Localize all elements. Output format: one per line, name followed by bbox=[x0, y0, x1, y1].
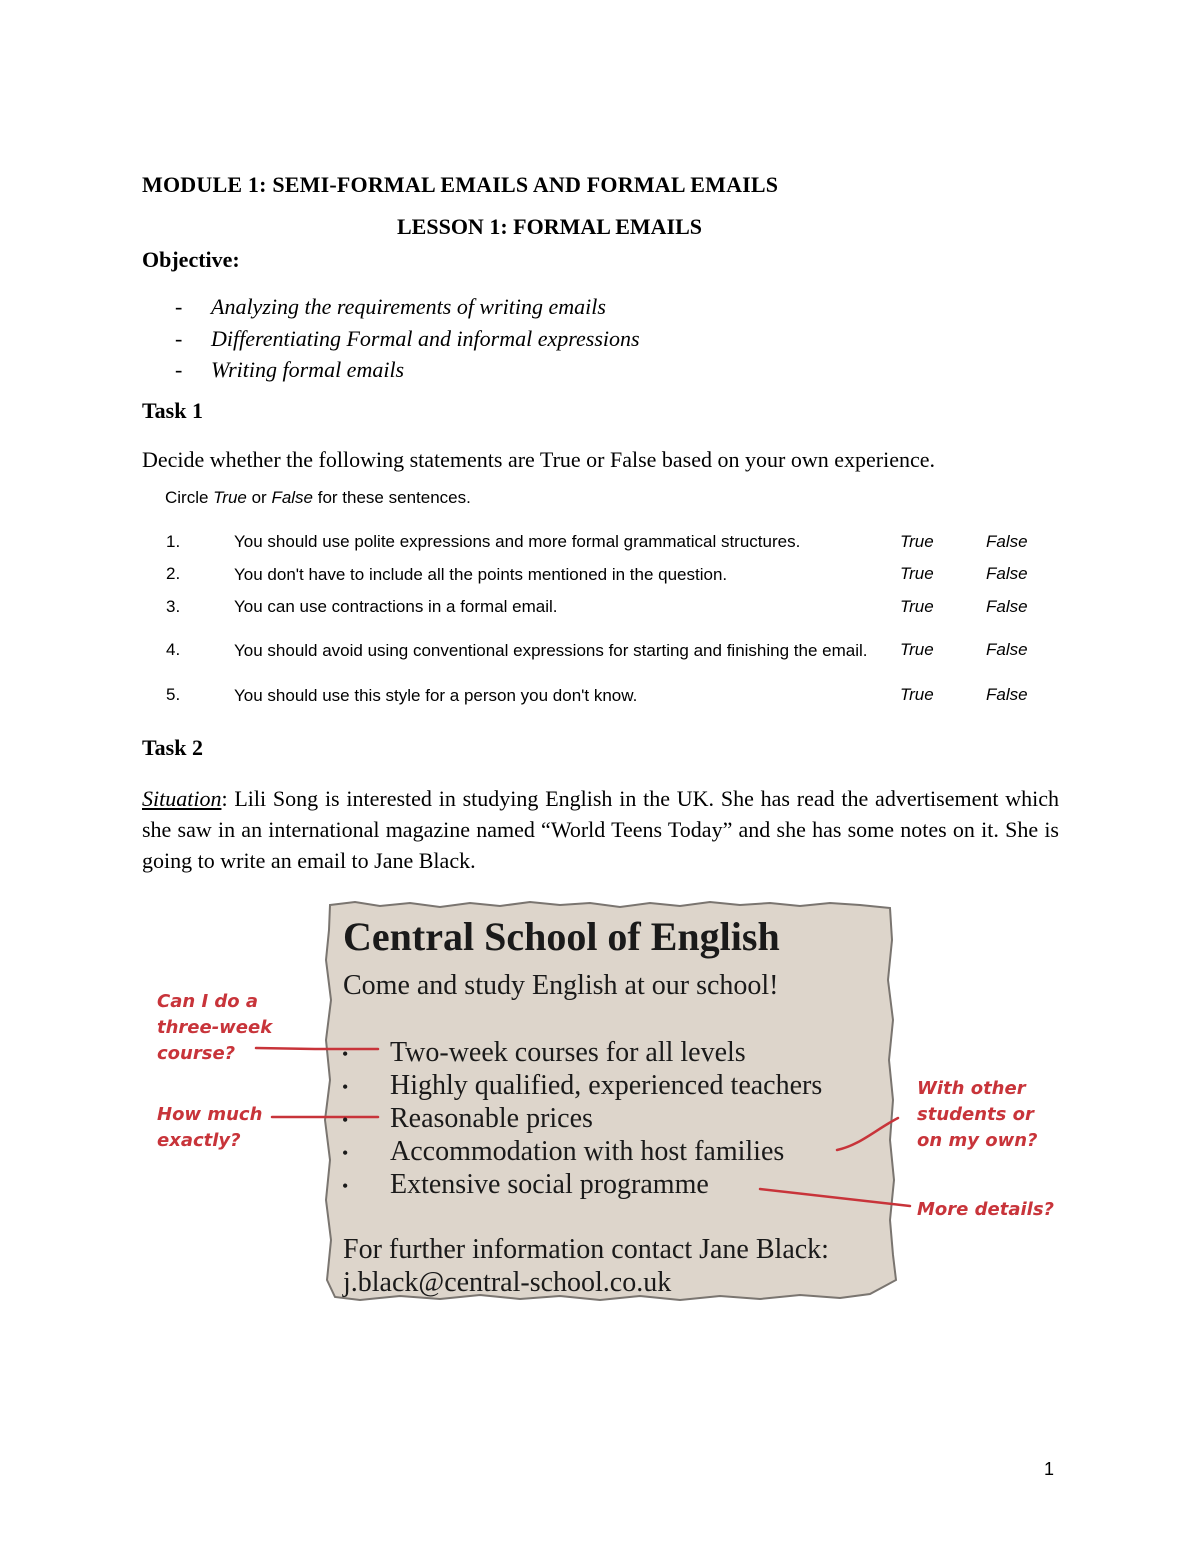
true-option[interactable]: True bbox=[900, 685, 934, 704]
note-more-details: More details? bbox=[917, 1199, 1054, 1220]
situation-paragraph: Situation: Lili Song is interested in studying English in the UK. She has read the advertisement which she saw in an international magazine named “World Teens Today” and she has some notes on it. She is going to write an email to Jane Black. bbox=[142, 786, 1059, 873]
module-title: MODULE 1: SEMI-FORMAL EMAILS AND FORMAL EMAILS bbox=[142, 172, 779, 197]
false-option[interactable]: False bbox=[986, 596, 1028, 616]
false-option[interactable]: False bbox=[986, 640, 1028, 659]
table-row: 1. You should use polite expressions and more formal grammatical structures. True False bbox=[161, 525, 1046, 558]
false-option[interactable]: False bbox=[986, 564, 1028, 583]
situation-label: Situation bbox=[142, 786, 222, 811]
statement: You should use this style for a person you don't know. bbox=[234, 685, 638, 705]
true-option[interactable]: True bbox=[900, 596, 934, 616]
advert-contact: For further information contact Jane Black: j.black@central-school.co.uk bbox=[343, 1234, 829, 1298]
statement: You should use polite expressions and more formal grammatical structures. bbox=[234, 532, 801, 551]
objective-item: - Differentiating Formal and informal expressions bbox=[175, 325, 640, 351]
circle-instruction: Circle True or False for these sentences. bbox=[165, 488, 471, 507]
contact-email: j.black@central-school.co.uk bbox=[343, 1267, 672, 1298]
false-option[interactable]: False bbox=[986, 685, 1028, 704]
true-option[interactable]: True bbox=[900, 531, 934, 551]
task2-heading: Task 2 bbox=[142, 735, 203, 760]
list-item: • Two-week courses for all levels bbox=[342, 1037, 746, 1068]
advert-feature-list bbox=[340, 1036, 822, 1201]
note-with-other-students: With other students or on my own? bbox=[917, 1078, 1038, 1151]
page-number: 1 bbox=[1044, 1459, 1055, 1479]
statement: You can use contractions in a formal email. bbox=[234, 597, 558, 616]
statement: You don't have to include all the points mentioned in the question. bbox=[234, 564, 728, 584]
table-row: 3. You can use contractions in a formal email. True False bbox=[161, 590, 1046, 623]
advert-title: Central School of English bbox=[343, 914, 780, 959]
objective-item: - Writing formal emails bbox=[175, 357, 405, 382]
advert-subtitle: Come and study English at our school! bbox=[343, 970, 779, 1001]
statement: You should avoid using conventional expressions for starting and finishing the email. bbox=[234, 640, 868, 660]
task1-heading: Task 1 bbox=[142, 398, 203, 423]
note-how-much: How much exactly? bbox=[157, 1104, 263, 1151]
table-row: 2. You don't have to include all the points mentioned in the question. True False bbox=[161, 558, 1046, 590]
table-row: 5. You should use this style for a person you don't know. True False bbox=[161, 677, 1046, 713]
lesson-title: LESSON 1: FORMAL EMAILS bbox=[397, 214, 702, 239]
objective-item: - Analyzing the requirements of writing emails bbox=[175, 294, 606, 319]
list-item: • Accommodation with host families bbox=[342, 1136, 785, 1167]
objective-heading: Objective: bbox=[142, 247, 240, 272]
list-item: • Extensive social programme bbox=[342, 1169, 709, 1200]
table-row: 4. You should avoid using conventional expressions for starting and finishing the email. True False bbox=[161, 623, 1046, 677]
task1-instruction: Decide whether the following statements are True or False based on your own experience. bbox=[142, 447, 935, 472]
true-option[interactable]: True bbox=[900, 564, 934, 583]
false-option[interactable]: False bbox=[986, 531, 1028, 551]
list-item: • Highly qualified, experienced teachers bbox=[342, 1070, 823, 1101]
true-option[interactable]: True bbox=[900, 640, 934, 659]
note-three-week-course: Can I do a three-week course? bbox=[157, 991, 273, 1064]
list-item: • Reasonable prices bbox=[342, 1103, 593, 1134]
